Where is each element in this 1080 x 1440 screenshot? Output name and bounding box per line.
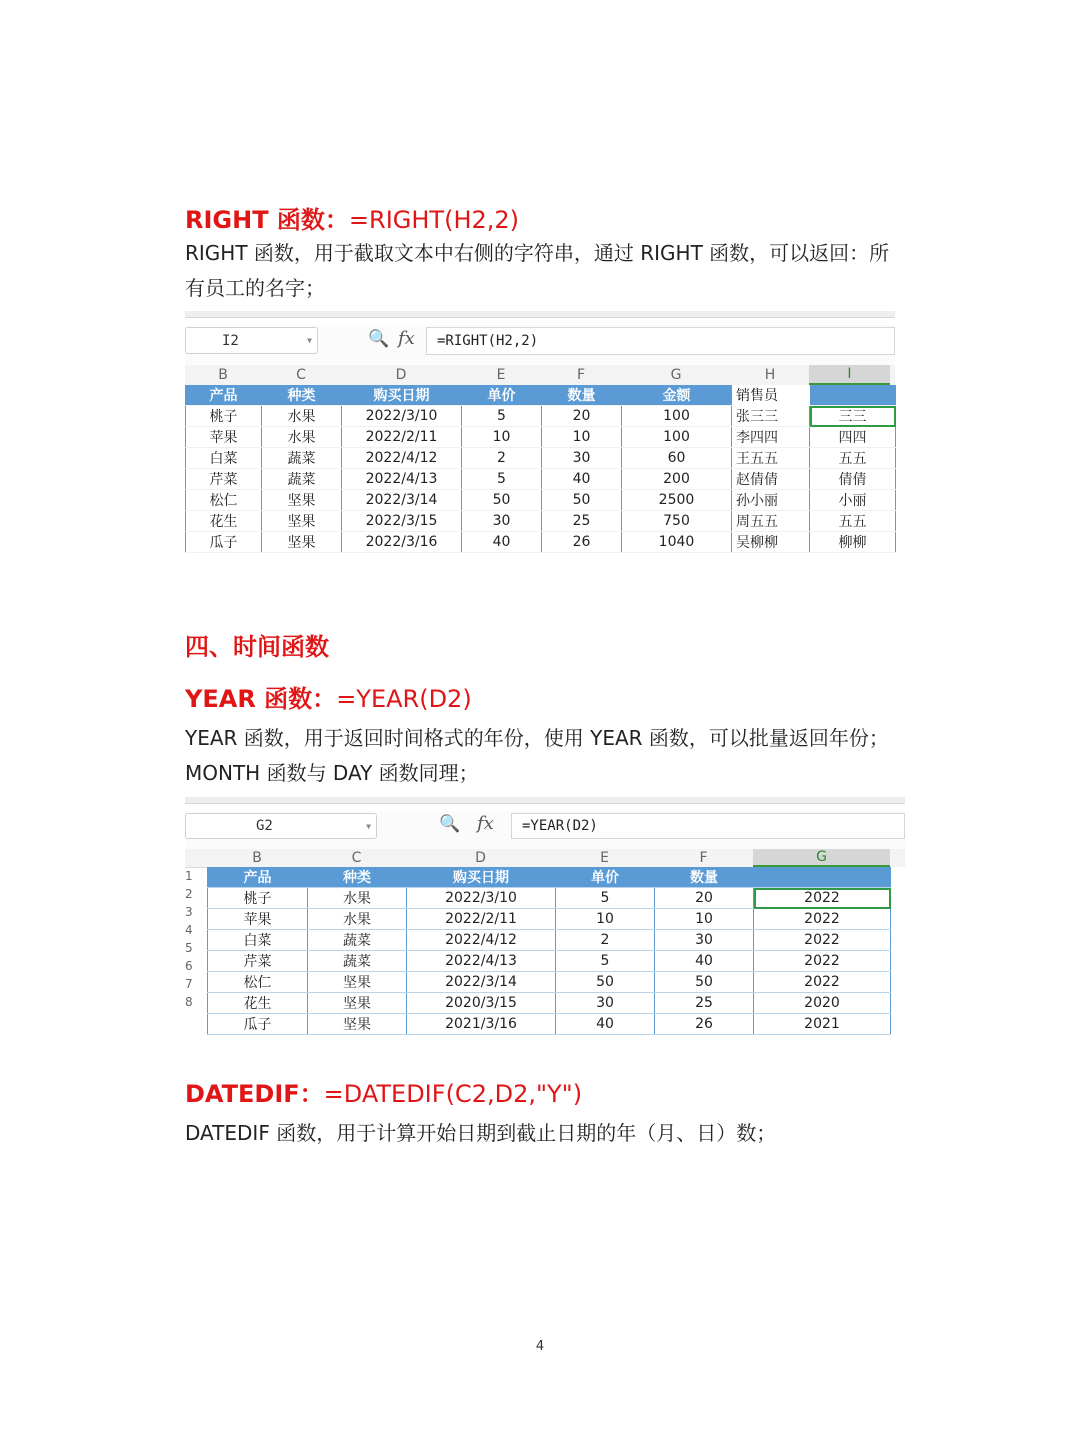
header-cell[interactable] xyxy=(810,385,896,406)
table-cell[interactable]: 26 xyxy=(542,532,622,553)
table-row xyxy=(186,469,896,490)
table-cell[interactable]: 750 xyxy=(622,511,732,532)
table-cell[interactable]: 吴柳柳 xyxy=(732,532,810,553)
year-spreadsheet xyxy=(185,797,905,1033)
row-number[interactable]: 5 xyxy=(185,941,193,955)
table-cell[interactable]: 王五五 xyxy=(732,448,810,469)
column-header-f[interactable]: F xyxy=(576,367,586,383)
table-cell[interactable]: 桃子 xyxy=(186,406,262,427)
column-header-b[interactable]: B xyxy=(218,367,228,383)
header-cell[interactable]: 产品 xyxy=(186,385,262,406)
header-cell[interactable]: 单价 xyxy=(556,867,655,888)
table-cell[interactable]: 瓜子 xyxy=(186,532,262,553)
table-cell[interactable]: 10 xyxy=(462,427,542,448)
right-spreadsheet xyxy=(185,311,895,553)
table-header-row xyxy=(208,867,906,888)
right-data-table xyxy=(185,385,896,553)
header-cell[interactable]: 数量 xyxy=(655,867,754,888)
header-cell[interactable]: 金额 xyxy=(622,385,732,406)
column-header-d[interactable]: D xyxy=(395,367,407,383)
table-cell[interactable]: 白菜 xyxy=(186,448,262,469)
table-row xyxy=(208,909,906,930)
table-cell[interactable]: 2022 xyxy=(754,951,891,972)
year-heading-label: YEAR 函数： xyxy=(185,685,337,713)
table-cell[interactable]: 60 xyxy=(622,448,732,469)
table-row xyxy=(208,930,906,951)
table-cell[interactable]: 25 xyxy=(542,511,622,532)
table-cell[interactable]: 20 xyxy=(542,406,622,427)
table-cell[interactable]: 50 xyxy=(542,490,622,511)
table-cell[interactable]: 蔬菜 xyxy=(262,448,342,469)
right-heading-label: RIGHT 函数： xyxy=(185,206,349,234)
table-cell[interactable]: 2022/3/15 xyxy=(342,511,462,532)
table-cell[interactable]: 40 xyxy=(462,532,542,553)
right-function-description: RIGHT 函数，用于截取文本中右侧的字符串，通过 RIGHT 函数，可以返回：所有员工的名字； xyxy=(185,241,890,300)
table-cell[interactable]: 100 xyxy=(622,427,732,448)
column-header-b[interactable]: B xyxy=(252,850,262,866)
table-cell[interactable]: 2022/4/13 xyxy=(342,469,462,490)
dropdown-icon[interactable]: ▼ xyxy=(366,821,371,831)
table-cell[interactable]: 坚果 xyxy=(262,511,342,532)
table-row xyxy=(186,448,896,469)
table-cell[interactable]: 40 xyxy=(542,469,622,490)
cell-reference-value: G2 xyxy=(256,818,273,834)
page-number: 4 xyxy=(535,1339,545,1354)
table-cell[interactable]: 2022/4/12 xyxy=(342,448,462,469)
table-cell[interactable]: 2022/3/10 xyxy=(407,888,556,909)
table-cell[interactable]: 30 xyxy=(542,448,622,469)
table-cell[interactable]: 张三三 xyxy=(732,406,810,427)
table-cell[interactable]: 水果 xyxy=(308,909,407,930)
table-cell[interactable]: 2022/4/13 xyxy=(407,951,556,972)
table-cell[interactable]: 5 xyxy=(462,406,542,427)
datedif-function-heading xyxy=(185,1074,582,1109)
formula-input[interactable]: =YEAR(D2) xyxy=(511,813,905,839)
fx-icon[interactable]: fx xyxy=(477,813,494,834)
table-cell[interactable]: 蔬菜 xyxy=(262,469,342,490)
formula-input[interactable]: =RIGHT(H2,2) xyxy=(426,327,895,355)
header-cell[interactable]: 销售员 xyxy=(732,385,810,406)
table-cell[interactable]: 2 xyxy=(556,930,655,951)
header-cell[interactable]: 单价 xyxy=(462,385,542,406)
datedif-function-description: DATEDIF 函数，用于计算开始日期到截止日期的年（月、日）数； xyxy=(185,1121,777,1145)
table-cell[interactable]: 瓜子 xyxy=(208,1014,308,1035)
year-heading-formula: =YEAR(D2) xyxy=(336,685,472,713)
column-header-c[interactable]: C xyxy=(351,850,362,866)
table-cell[interactable]: 40 xyxy=(556,1014,655,1035)
table-row xyxy=(186,511,896,532)
table-cell[interactable]: 2500 xyxy=(622,490,732,511)
table-cell[interactable]: 2022 xyxy=(754,909,891,930)
table-cell[interactable]: 2022/3/10 xyxy=(342,406,462,427)
table-cell[interactable]: 水果 xyxy=(262,406,342,427)
table-cell[interactable]: 花生 xyxy=(208,993,308,1014)
column-header-h[interactable]: H xyxy=(764,367,776,383)
formula-bar xyxy=(185,325,895,366)
cell-reference-box[interactable] xyxy=(185,813,377,839)
cell-reference-value: I2 xyxy=(222,332,239,349)
table-cell[interactable]: 芹菜 xyxy=(208,951,308,972)
table-cell[interactable]: 40 xyxy=(655,951,754,972)
row-number[interactable]: 1 xyxy=(185,869,193,883)
table-cell[interactable]: 5 xyxy=(462,469,542,490)
empty-cell xyxy=(891,867,906,888)
empty-cell xyxy=(891,951,906,972)
table-cell[interactable]: 蔬菜 xyxy=(308,930,407,951)
table-cell[interactable]: 坚果 xyxy=(308,972,407,993)
table-cell[interactable]: 2022/2/11 xyxy=(342,427,462,448)
table-cell[interactable]: 花生 xyxy=(186,511,262,532)
table-cell[interactable]: 50 xyxy=(556,972,655,993)
datedif-heading-label: DATEDIF： xyxy=(185,1080,324,1108)
zoom-icon[interactable]: 🔍 xyxy=(439,814,461,834)
table-cell[interactable]: 2022 xyxy=(754,930,891,951)
header-cell[interactable]: 种类 xyxy=(262,385,342,406)
table-row xyxy=(186,532,896,553)
row-number[interactable]: 4 xyxy=(185,923,193,937)
table-row xyxy=(186,490,896,511)
header-cell[interactable]: 购买日期 xyxy=(342,385,462,406)
table-cell[interactable]: 五五 xyxy=(810,448,896,469)
table-cell[interactable]: 白菜 xyxy=(208,930,308,951)
table-cell[interactable]: 松仁 xyxy=(208,972,308,993)
table-cell[interactable]: 四四 xyxy=(810,427,896,448)
table-row xyxy=(208,951,906,972)
right-heading-formula: =RIGHT(H2,2) xyxy=(348,206,520,234)
table-cell[interactable]: 2021 xyxy=(754,1014,891,1035)
fx-icon[interactable]: fx xyxy=(398,328,415,349)
table-cell[interactable]: 10 xyxy=(655,909,754,930)
header-cell[interactable]: 数量 xyxy=(542,385,622,406)
sheet-toolbar-band xyxy=(185,797,905,804)
column-header-row xyxy=(185,365,895,386)
row-number[interactable]: 3 xyxy=(185,905,193,919)
table-cell[interactable]: 坚果 xyxy=(262,532,342,553)
header-cell[interactable]: 产品 xyxy=(208,867,308,888)
table-cell[interactable]: 水果 xyxy=(308,888,407,909)
table-cell[interactable]: 2022/3/14 xyxy=(407,972,556,993)
table-cell[interactable]: 松仁 xyxy=(186,490,262,511)
zoom-icon[interactable]: 🔍 xyxy=(368,329,390,349)
section-four-title: 四、时间函数 xyxy=(185,633,329,661)
table-row xyxy=(186,427,896,448)
table-cell[interactable]: 2 xyxy=(462,448,542,469)
table-cell[interactable]: 周五五 xyxy=(732,511,810,532)
column-header-i[interactable]: I xyxy=(809,365,890,385)
empty-cell xyxy=(891,972,906,993)
table-cell[interactable]: 五五 xyxy=(810,511,896,532)
table-cell[interactable]: 26 xyxy=(655,1014,754,1035)
table-cell[interactable]: 赵倩倩 xyxy=(732,469,810,490)
table-cell[interactable]: 苹果 xyxy=(186,427,262,448)
table-cell[interactable]: 2020/3/15 xyxy=(407,993,556,1014)
empty-cell xyxy=(891,930,906,951)
column-header-e[interactable]: E xyxy=(496,367,506,383)
sheet-toolbar-band xyxy=(185,311,895,318)
table-cell[interactable]: 2022 xyxy=(754,972,891,993)
table-cell[interactable]: 2021/3/16 xyxy=(407,1014,556,1035)
table-row xyxy=(208,972,906,993)
table-row xyxy=(208,1014,906,1035)
year-function-heading xyxy=(185,679,472,714)
table-cell[interactable]: 孙小丽 xyxy=(732,490,810,511)
table-cell[interactable]: 5 xyxy=(556,951,655,972)
table-cell[interactable]: 倩倩 xyxy=(810,469,896,490)
table-cell[interactable]: 10 xyxy=(542,427,622,448)
column-header-e[interactable]: E xyxy=(600,850,609,866)
row-number[interactable]: 6 xyxy=(185,959,193,973)
table-row xyxy=(208,993,906,1014)
table-header-row xyxy=(186,385,896,406)
column-header-d[interactable]: D xyxy=(475,850,486,866)
table-cell[interactable]: 李四四 xyxy=(732,427,810,448)
cell-reference-box[interactable] xyxy=(185,327,318,354)
table-cell[interactable]: 芹菜 xyxy=(186,469,262,490)
table-cell[interactable]: 30 xyxy=(655,930,754,951)
dropdown-icon[interactable]: ▼ xyxy=(307,336,312,345)
row-number[interactable]: 7 xyxy=(185,977,193,991)
right-function-heading xyxy=(185,200,519,235)
table-cell[interactable]: 5 xyxy=(556,888,655,909)
table-cell[interactable]: 桃子 xyxy=(208,888,308,909)
table-cell[interactable]: 柳柳 xyxy=(810,532,896,553)
year-data-table xyxy=(207,867,906,1035)
section-four-heading xyxy=(185,627,329,662)
table-cell[interactable]: 10 xyxy=(556,909,655,930)
selected-cell[interactable]: 2022 xyxy=(754,888,891,909)
table-row xyxy=(186,406,896,427)
table-cell[interactable]: 50 xyxy=(462,490,542,511)
selected-cell[interactable]: 三三 xyxy=(810,406,896,427)
table-cell[interactable]: 水果 xyxy=(262,427,342,448)
datedif-heading-formula: =DATEDIF(C2,D2,"Y") xyxy=(323,1080,583,1108)
table-cell[interactable]: 1040 xyxy=(622,532,732,553)
column-header-row xyxy=(185,849,905,868)
table-cell[interactable]: 50 xyxy=(655,972,754,993)
table-cell[interactable]: 坚果 xyxy=(308,993,407,1014)
empty-cell xyxy=(891,909,906,930)
row-number[interactable]: 2 xyxy=(185,887,193,901)
empty-cell xyxy=(891,1014,906,1035)
table-cell[interactable]: 20 xyxy=(655,888,754,909)
table-cell[interactable]: 200 xyxy=(622,469,732,490)
year-function-description: YEAR 函数，用于返回时间格式的年份，使用 YEAR 函数，可以批量返回年份；MONTH 函数与 DAY 函数同理； xyxy=(185,726,889,785)
header-cell[interactable] xyxy=(754,867,891,888)
table-cell[interactable]: 100 xyxy=(622,406,732,427)
column-header-g[interactable]: G xyxy=(670,367,682,383)
empty-cell xyxy=(891,993,906,1014)
header-cell[interactable]: 购买日期 xyxy=(407,867,556,888)
table-cell[interactable]: 2022/4/12 xyxy=(407,930,556,951)
row-number[interactable]: 8 xyxy=(185,995,193,1009)
table-cell[interactable]: 2020 xyxy=(754,993,891,1014)
table-cell[interactable]: 25 xyxy=(655,993,754,1014)
formula-bar xyxy=(185,811,905,850)
table-cell[interactable]: 苹果 xyxy=(208,909,308,930)
table-cell[interactable]: 坚果 xyxy=(262,490,342,511)
table-cell[interactable]: 2022/3/16 xyxy=(342,532,462,553)
table-cell[interactable]: 小丽 xyxy=(810,490,896,511)
table-cell[interactable]: 蔬菜 xyxy=(308,951,407,972)
table-cell[interactable]: 坚果 xyxy=(308,1014,407,1035)
table-row xyxy=(208,888,906,909)
table-cell[interactable]: 30 xyxy=(556,993,655,1014)
column-header-g[interactable]: G xyxy=(753,849,890,867)
table-cell[interactable]: 30 xyxy=(462,511,542,532)
table-cell[interactable]: 2022/3/14 xyxy=(342,490,462,511)
header-cell[interactable]: 种类 xyxy=(308,867,407,888)
column-header-f[interactable]: F xyxy=(699,850,708,866)
column-header-c[interactable]: C xyxy=(296,367,306,383)
table-cell[interactable]: 2022/2/11 xyxy=(407,909,556,930)
empty-cell xyxy=(891,888,906,909)
